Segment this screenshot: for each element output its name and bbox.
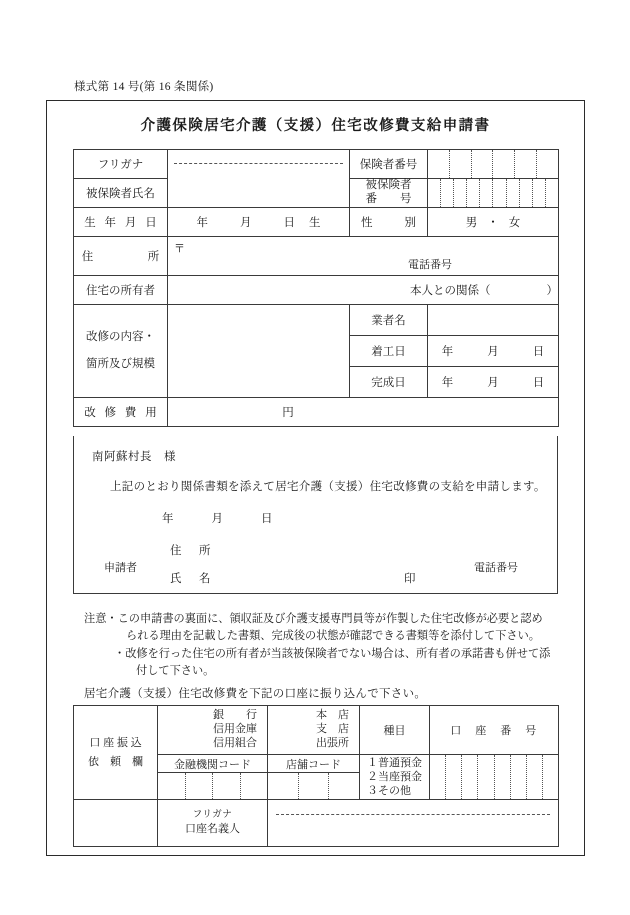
digit-box[interactable] (493, 150, 515, 178)
account-holder-label-cell (158, 800, 268, 847)
account-kind-option-ordinary[interactable]: １普通預金 (367, 756, 422, 769)
contractor-input-cell[interactable] (428, 305, 559, 336)
account-holder-kana-label: フリガナ (192, 809, 233, 820)
renovation-content-label-stack (74, 305, 167, 397)
insured-information-table (73, 149, 559, 427)
branch-option-head-office[interactable]: 本 店 (316, 709, 349, 722)
insured-name-label-cell (74, 179, 168, 208)
account-holder-guide-line (276, 814, 550, 815)
digit-box[interactable] (543, 755, 558, 799)
digit-box[interactable] (299, 773, 330, 799)
note-item-2 (84, 646, 574, 663)
institution-code-label: 金融機関コード (174, 758, 251, 771)
furigana-label: フリガナ (97, 159, 144, 171)
declaration-body-text: 上記のとおり関係書類を添えて居宅介護（支援）住宅改修費の支給を申請します。 (110, 481, 546, 493)
branch-type-options[interactable] (268, 706, 359, 754)
applicant-phone-label: 電話番号 (474, 562, 518, 574)
digit-box[interactable] (462, 755, 478, 799)
start-date-label-cell (350, 336, 428, 367)
insurer-number-label-cell (350, 150, 428, 179)
digit-box[interactable] (507, 179, 520, 207)
digit-box[interactable] (537, 150, 558, 178)
digit-box[interactable] (520, 179, 533, 207)
branch-code-digit-boxes[interactable] (268, 773, 359, 799)
address-label-cell (74, 237, 168, 276)
declaration-year-label: 年 (162, 513, 174, 525)
completion-date-input-cell[interactable] (428, 367, 559, 398)
birthdate-ymd (197, 214, 321, 230)
table-row-address (74, 237, 559, 276)
note-item-1 (84, 611, 574, 628)
start-date-input-cell[interactable] (428, 336, 559, 367)
account-holder-input-cell[interactable] (268, 800, 559, 847)
digit-box[interactable] (454, 179, 467, 207)
digit-box[interactable] (527, 755, 543, 799)
table-row-renovation-contractor (74, 305, 559, 336)
applicant-seal-label: 印 (404, 573, 416, 585)
digit-box[interactable] (268, 773, 299, 799)
bank-transfer-table (73, 705, 559, 847)
digit-box[interactable] (430, 755, 446, 799)
account-kind-options-cell[interactable] (360, 755, 430, 800)
digit-box[interactable] (428, 179, 441, 207)
contractor-label: 業者名 (371, 315, 406, 327)
gender-separator: ・ (487, 217, 499, 229)
insured-number-label-stack (350, 179, 427, 207)
account-kind-option-current[interactable]: ２当座預金 (367, 770, 422, 783)
insurer-number-input-cell[interactable] (428, 150, 559, 179)
address-phone-label: 電話番号 (408, 259, 452, 271)
branch-code-input-cell[interactable] (268, 773, 360, 800)
gender-label-cell (350, 208, 428, 237)
bank-row-label-cell (74, 706, 158, 800)
account-holder-label: 口座名義人 (185, 822, 240, 835)
note-bullet-icon: ・ (114, 647, 126, 660)
address-input-cell[interactable] (168, 237, 559, 276)
institution-code-digit-boxes[interactable] (158, 773, 267, 799)
digit-box[interactable] (480, 179, 493, 207)
institution-code-input-cell[interactable] (158, 773, 268, 800)
declaration-addressee: 南阿蘇村長 様 (92, 451, 176, 463)
renovation-content-input-cell[interactable] (168, 305, 350, 398)
insured-number-label-cell (350, 179, 428, 208)
gender-label: 性 別 (361, 217, 419, 229)
applicant-address-label: 住 所 (170, 545, 214, 557)
branch-type-cell[interactable] (268, 706, 360, 755)
gender-female-option[interactable]: 女 (508, 217, 521, 229)
digit-box[interactable] (546, 179, 558, 207)
note-1-line-2: られる理由を記載した書類、完成後の状態が確認できる書類等を添付して下さい。 (126, 630, 540, 643)
table-row-birthdate (74, 208, 559, 237)
contractor-label-cell (350, 305, 428, 336)
owner-relation-close: ） (546, 285, 558, 297)
digit-box[interactable] (493, 179, 506, 207)
table-row-house-owner (74, 276, 559, 305)
digit-box[interactable] (441, 179, 454, 207)
insured-name-label: 被保険者氏名 (86, 188, 155, 200)
birth-suffix-label: 生 (309, 217, 321, 229)
gender-male-option[interactable]: 男 (465, 217, 478, 229)
digit-box[interactable] (158, 773, 186, 799)
birthdate-input-cell[interactable] (168, 208, 350, 237)
renovation-cost-label-cell (74, 398, 168, 427)
renovation-cost-unit: 円 (282, 407, 294, 419)
renovation-content-label-line1: 改修の内容・ (86, 330, 155, 343)
digit-box[interactable] (472, 150, 494, 178)
digit-box[interactable] (450, 150, 472, 178)
furigana-guide-line (174, 163, 343, 164)
branch-option-sub-branch[interactable]: 出張所 (316, 736, 349, 749)
bank-transfer-instruction: 居宅介護（支援）住宅改修費を下記の口座に振り込んで下さい。 (84, 688, 427, 700)
account-kind-options[interactable] (360, 755, 429, 799)
account-kind-header: 種目 (383, 725, 406, 737)
digit-box[interactable] (329, 773, 359, 799)
table-row-bank-header (74, 706, 559, 755)
account-number-digit-boxes[interactable] (430, 755, 558, 799)
institution-option-shinkin[interactable]: 信用金庫 (213, 723, 257, 736)
notes-heading: 注意 (84, 613, 107, 625)
insured-name-input-cell[interactable] (168, 150, 350, 208)
bank-row-label-stack (74, 706, 157, 799)
completion-date-label: 完成日 (371, 377, 406, 389)
digit-box[interactable] (213, 773, 241, 799)
postal-mark-icon: 〒 (174, 243, 185, 255)
digit-box[interactable] (467, 179, 480, 207)
start-month-label: 月 (487, 346, 499, 358)
start-year-label: 年 (441, 346, 454, 358)
account-number-header: 口 座 番 号 (450, 725, 538, 737)
insured-number-input-cell[interactable] (428, 179, 559, 208)
note-2-line-1: 改修を行った住宅の所有者が当該被保険者でない場合は、所有者の承諾書も併せて添 (125, 647, 551, 660)
completion-year-label: 年 (441, 377, 454, 389)
table-row-furigana (74, 150, 559, 179)
address-label: 住 所 (81, 251, 165, 263)
table-row-renovation-cost (74, 398, 559, 427)
house-owner-input-cell[interactable] (168, 276, 559, 305)
branch-option-branch[interactable]: 支 店 (316, 723, 349, 736)
renovation-content-label-line2: 箇所及び規模 (86, 358, 155, 370)
furigana-label-cell (74, 150, 168, 179)
account-kind-header-cell (360, 706, 430, 755)
account-number-input-cell[interactable] (430, 755, 559, 800)
house-owner-label-cell (74, 276, 168, 305)
house-owner-label: 住宅の所有者 (86, 285, 155, 297)
account-holder-label-stack (158, 800, 267, 846)
birth-month-label: 月 (240, 217, 252, 229)
institution-option-bank[interactable]: 銀 行 (213, 709, 257, 722)
branch-code-label: 店舗コード (286, 758, 341, 771)
completion-date-label-cell (350, 367, 428, 398)
declaration-date-row[interactable] (162, 510, 273, 526)
account-number-header-cell (430, 706, 559, 755)
table-row-account-holder (74, 800, 559, 847)
declaration-month-label: 月 (211, 513, 223, 525)
form-number: 様式第 14 号(第 16 条関係) (74, 81, 214, 93)
note-1-line-1: この申請書の裏面に、領収証及び介護支援専門員等が作製した住宅改修が必要と認め (117, 613, 543, 625)
insured-number-label-line1: 被保険者 (365, 179, 412, 192)
insured-number-digit-boxes[interactable] (428, 179, 558, 207)
financial-institution-options[interactable] (158, 706, 267, 754)
birthdate-label: 生 年 月 日 (84, 217, 160, 229)
notes-block (84, 611, 574, 680)
digit-box[interactable] (495, 755, 511, 799)
digit-box[interactable] (533, 179, 546, 207)
birth-year-label: 年 (196, 217, 208, 229)
renovation-cost-input-cell[interactable] (168, 398, 559, 427)
financial-institution-type-cell[interactable] (158, 706, 268, 755)
birthdate-label-cell (74, 208, 168, 237)
institution-code-label-cell (158, 755, 268, 773)
declaration-day-label: 日 (261, 513, 273, 525)
page-title: 介護保険居宅介護（支援）住宅改修費支給申請書 (140, 118, 491, 134)
renovation-content-label-cell (74, 305, 168, 398)
renovation-cost-label: 改 修 費 用 (84, 407, 160, 419)
branch-code-label-cell (268, 755, 360, 773)
start-date-label: 着工日 (371, 346, 406, 358)
insurer-number-digit-boxes[interactable] (428, 150, 558, 178)
digit-box[interactable] (241, 773, 268, 799)
bank-row-label-filler-cell (74, 800, 158, 847)
bank-row-label-line1: 口 座 振 込 (89, 736, 142, 749)
completion-day-label: 日 (532, 377, 545, 389)
account-kind-option-other[interactable]: ３その他 (367, 785, 411, 798)
digit-box[interactable] (428, 150, 450, 178)
gender-choice-cell[interactable] (428, 208, 559, 237)
bank-row-label-line2: 依 頼 欄 (88, 755, 143, 768)
birth-day-label: 日 (283, 217, 295, 229)
digit-box[interactable] (478, 755, 494, 799)
note-2-line-2: 付して下さい。 (136, 665, 215, 678)
completion-month-label: 月 (487, 377, 499, 389)
digit-box[interactable] (446, 755, 462, 799)
form-page-frame (46, 100, 585, 856)
insured-number-label-line2: 番 号 (365, 193, 412, 206)
digit-box[interactable] (511, 755, 527, 799)
applicant-label: 申請者 (104, 562, 137, 574)
insurer-number-label: 保険者番号 (359, 159, 418, 171)
declaration-block (73, 436, 558, 594)
start-day-label: 日 (532, 346, 545, 358)
owner-relation-label: 本人との関係（ (410, 285, 491, 297)
digit-box[interactable] (515, 150, 537, 178)
note-bullet-icon: ・ (106, 613, 118, 625)
digit-box[interactable] (186, 773, 214, 799)
applicant-name-label: 氏 名 (170, 573, 214, 585)
institution-option-credit-union[interactable]: 信用組合 (213, 736, 257, 749)
